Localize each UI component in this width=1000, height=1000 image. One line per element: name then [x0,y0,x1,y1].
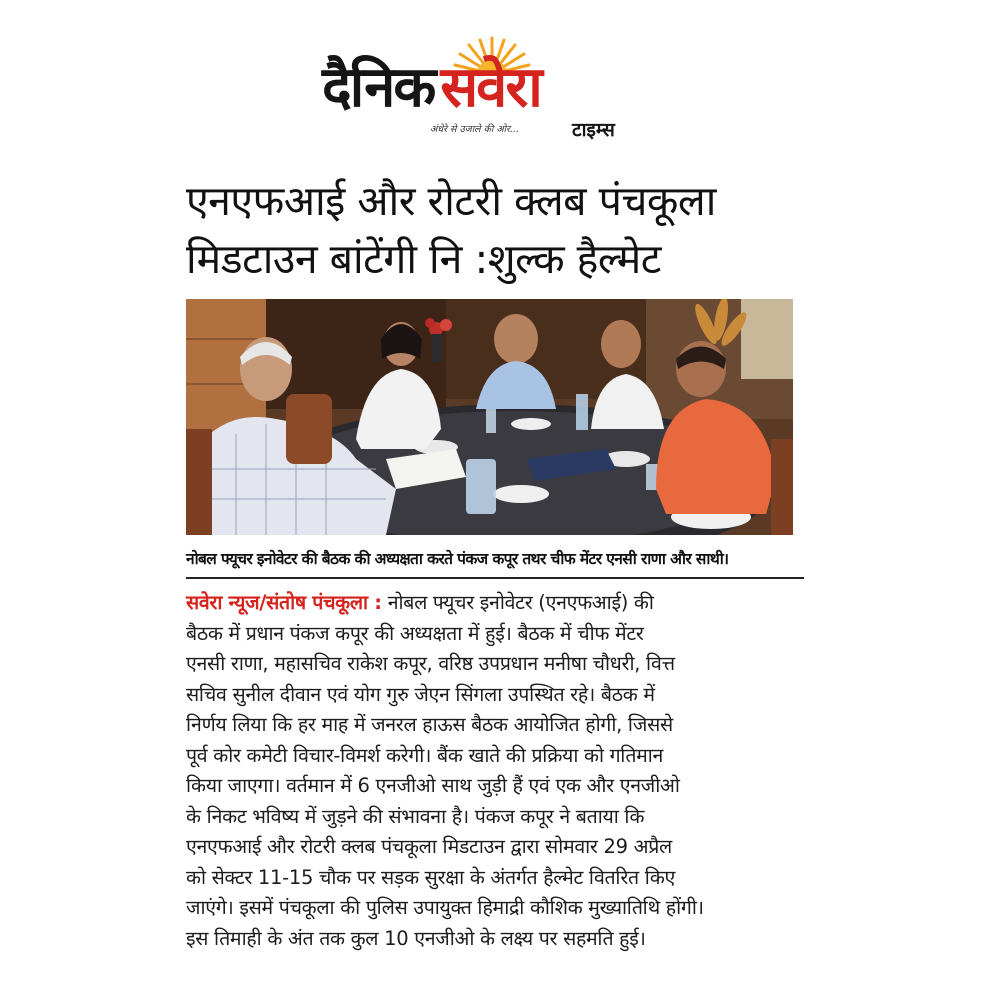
body-line-6: पूर्व कोर कमेटी विचार-विमर्श करेगी। बैंक खाते की प्रक्रिया को गतिमान [186,743,664,767]
newspaper-masthead [300,30,700,140]
headline-line-2: मिडटाउन बांटेंगी नि :शुल्क हैल्मेट [186,235,661,283]
body-line-11: जाएंगे। इसमें पंचकूला की पुलिस उपायुक्त हिमाद्री कौशिक मुख्यातिथि होंगी। [186,896,704,919]
body-line-12: इस तिमाही के अंत तक कुल 10 एनजीओ के लक्ष्य पर सहमति हुई। [186,926,646,950]
body-line-9: एनएफआई और रोटरी क्लब पंचकूला मिडटाउन द्वारा सोमवार 29 अप्रैल [186,835,672,858]
caption-divider [186,577,804,579]
body-line-5: निर्णय लिया कि हर माह में जनरल हाऊस बैठक आयोजित होगी, जिससे [186,713,673,736]
photo-caption: नोबल फ्यूचर इनोवेटर की बैठक की अध्यक्षता करते पंकज कपूर तथर चीफ मेंटर एनसी राणा और साथी। [186,550,729,568]
newspaper-tagline: अंधेरे से उजाले की ओर... [430,124,520,135]
body-line-1: नोबल फ्यूचर इनोवेटर (एनएफआई) की [387,591,654,614]
newspaper-subtitle: टाइम्स [572,119,615,141]
meeting-photo-illustration [186,299,793,535]
body-line-4: सचिव सुनील दीवान एवं योग गुरु जेएन सिंगला उपस्थित रहे। बैठक में [186,682,655,706]
article-byline: सवेरा न्यूज/संतोष पंचकूला : [186,591,382,614]
body-line-2: बैठक में प्रधान पंकज कपूर की अध्यक्षता में हुई। बैठक में चीफ मेंटर [186,621,644,645]
body-line-3: एनसी राणा, महासचिव राकेश कपूर, वरिष्ठ उपप्रधान मनीषा चौधरी, वित्त [186,652,675,675]
body-line-7: किया जाएगा। वर्तमान में 6 एनजीओ साथ जुड़ी हैं एवं एक और एनजीओ [186,774,680,797]
newspaper-name [322,55,541,120]
meeting-photo [186,299,793,535]
article-headline [186,172,826,288]
body-line-10: को सेक्टर 11-15 चौक पर सड़क सुरक्षा के अंतर्गत हैल्मेट वितरित किए [186,865,675,889]
article-body [186,588,800,954]
headline-line-1: एनएफआई और रोटरी क्लब पंचकूला [186,177,716,225]
body-line-8: के निकट भविष्य में जुड़ने की संभावना है। पंकज कपूर ने बताया कि [186,804,645,828]
newspaper-name-part1: दैनिक [322,55,435,120]
newspaper-name-part2: सवेरा [440,55,541,120]
article-body-line [186,588,800,619]
